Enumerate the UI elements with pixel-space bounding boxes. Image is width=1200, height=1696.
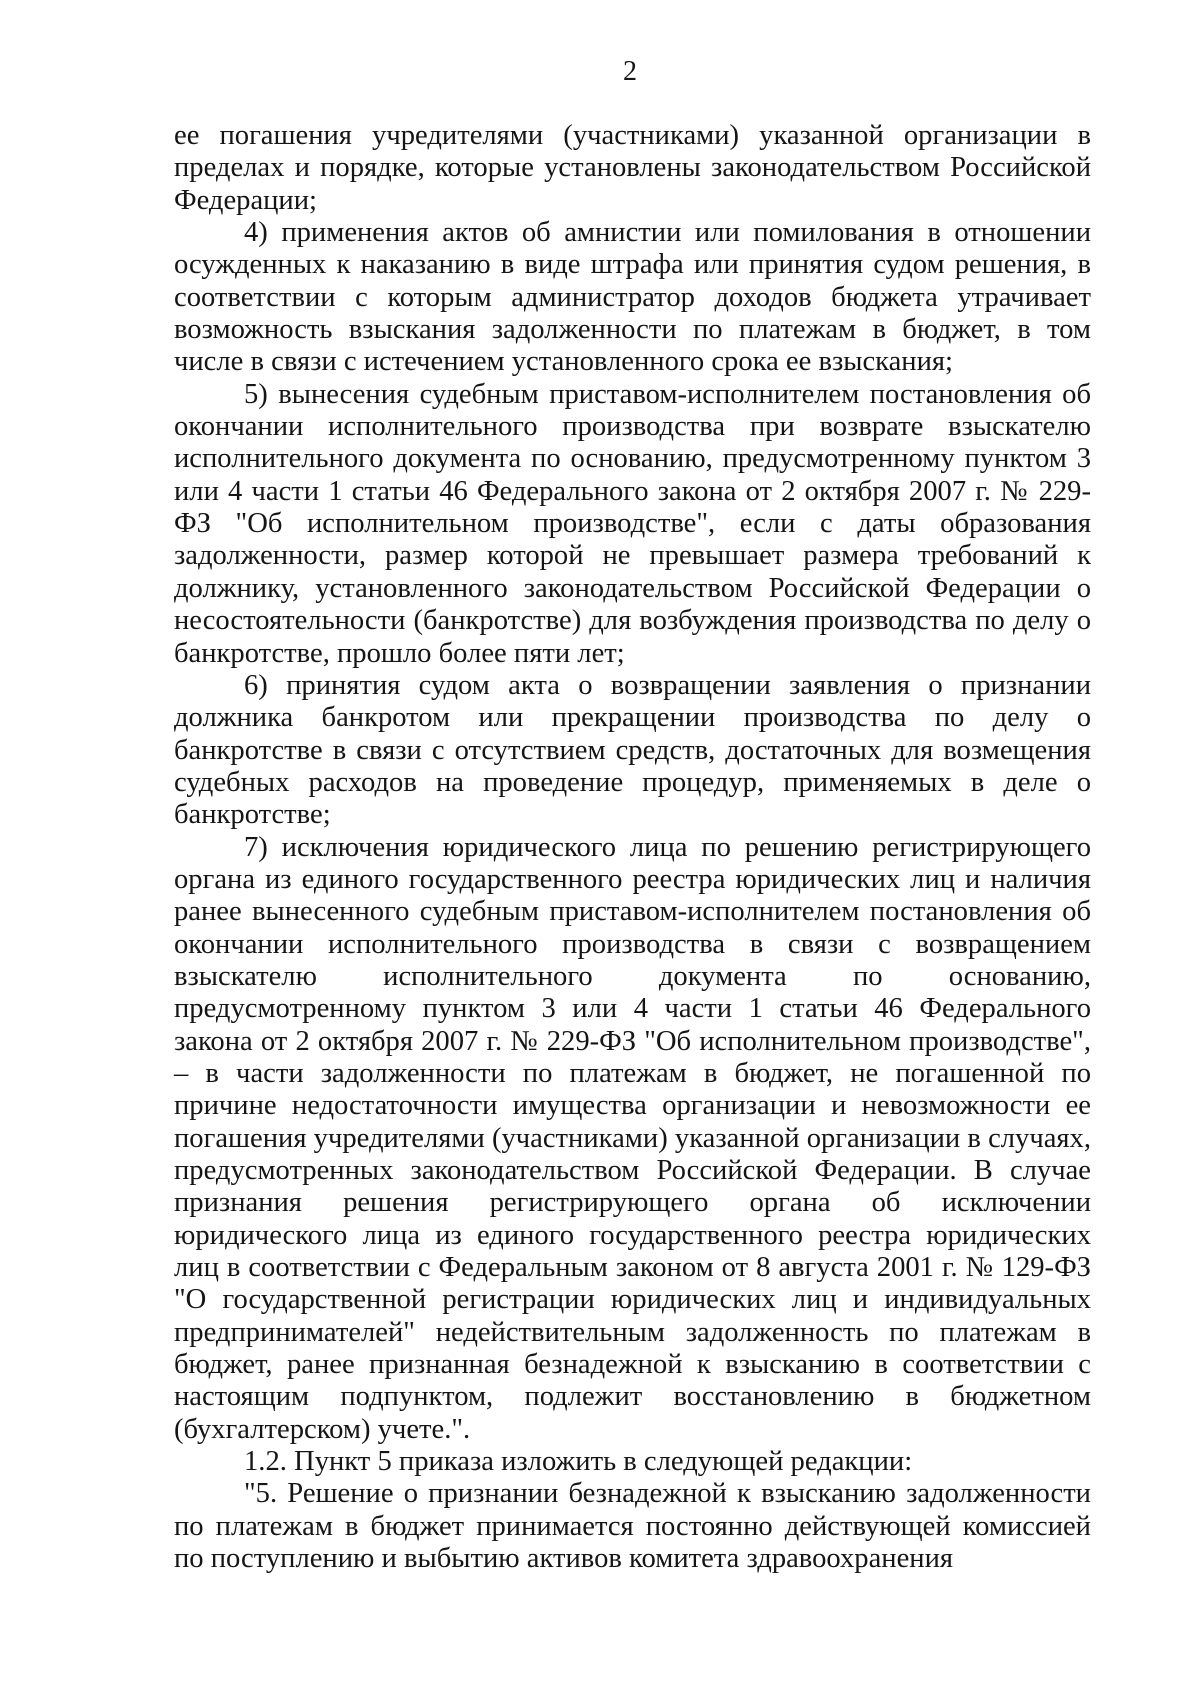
paragraph-clause-5: "5. Решение о признании безнадежной к взысканию задолженности по платежам в бюджет принимается постоянно действующей комиссией по поступлению и выбытию активов комитета здравоохранения — [174, 1478, 1091, 1575]
paragraph-item-6: 6) принятия судом акта о возвращении заявления о признании должника банкротом или прекращении производства по делу о банкротстве в связи с отсутствием средств, достаточных для возмещения судебных расходов на проведение процедур, применяемых в деле о банкротстве; — [174, 669, 1091, 831]
paragraph-item-4: 4) применения актов об амнистии или помилования в отношении осужденных к наказанию в виде штрафа или принятия судом решения, в соответствии с которым администратор доходов бюджета утрачивает возможность взыскания задолженности по платежам в бюджет, в том числе в связи с истечением установленного срока ее взыскания; — [174, 217, 1091, 378]
paragraph-clause-1-2: 1.2. Пункт 5 приказа изложить в следующей редакции: — [244, 1446, 913, 1478]
paragraph-item-7: 7) исключения юридического лица по решению регистрирующего органа из единого государственного реестра юридических лиц и наличия ранее вынесенного судебным приставом-исполнителем постановления об окончании исполнительного производства в связи с возвращением взыскателю исполнительного документа по основанию, предусмотренному пунктом 3 или 4 части 1 статьи 46 Федерального закона от 2 октября 2007 г. № 229-ФЗ "Об исполнительном производстве", – в части задолженности по платежам в бюджет, не погашенной по причине недостаточности имущества организации и невозможности ее погашения учредителями (участниками) указанной организации в случаях, предусмотренных законодательством Российской Федерации. В случае признания решения регистрирующего органа об исключении юридического лица из единого государственного реестра юридических лиц в соответствии с Федеральным законом от 8 августа 2001 г. № 129-ФЗ "О государственной регистрации юридических лиц и индивидуальных предпринимателей" недействительным задолженность по платежам в бюджет, ранее признанная безнадежной к взысканию в соответствии с настоящим подпунктом, подлежит восстановлению в бюджетном (бухгалтерском) учете.". — [174, 831, 1091, 1445]
document-body — [174, 120, 1091, 1575]
paragraph-continuation: ее погашения учредителями (участниками) указанной организации в пределах и порядке, которые установлены законодательством Российской Федерации; — [174, 120, 1091, 216]
paragraph-item-5: 5) вынесения судебным приставом-исполнителем постановления об окончании исполнительного производства при возврате взыскателю исполнительного документа по основанию, предусмотренному пунктом 3 или 4 части 1 статьи 46 Федерального закона от 2 октября 2007 г. № 229-ФЗ "Об исполнительном производстве", если с даты образования задолженности, размер которой не превышает размера требований к должнику, установленного законодательством Российской Федерации о несостоятельности (банкротстве) для возбуждения производства по делу о банкротстве, прошло более пяти лет; — [174, 378, 1091, 669]
page-number: 2 — [623, 56, 637, 87]
